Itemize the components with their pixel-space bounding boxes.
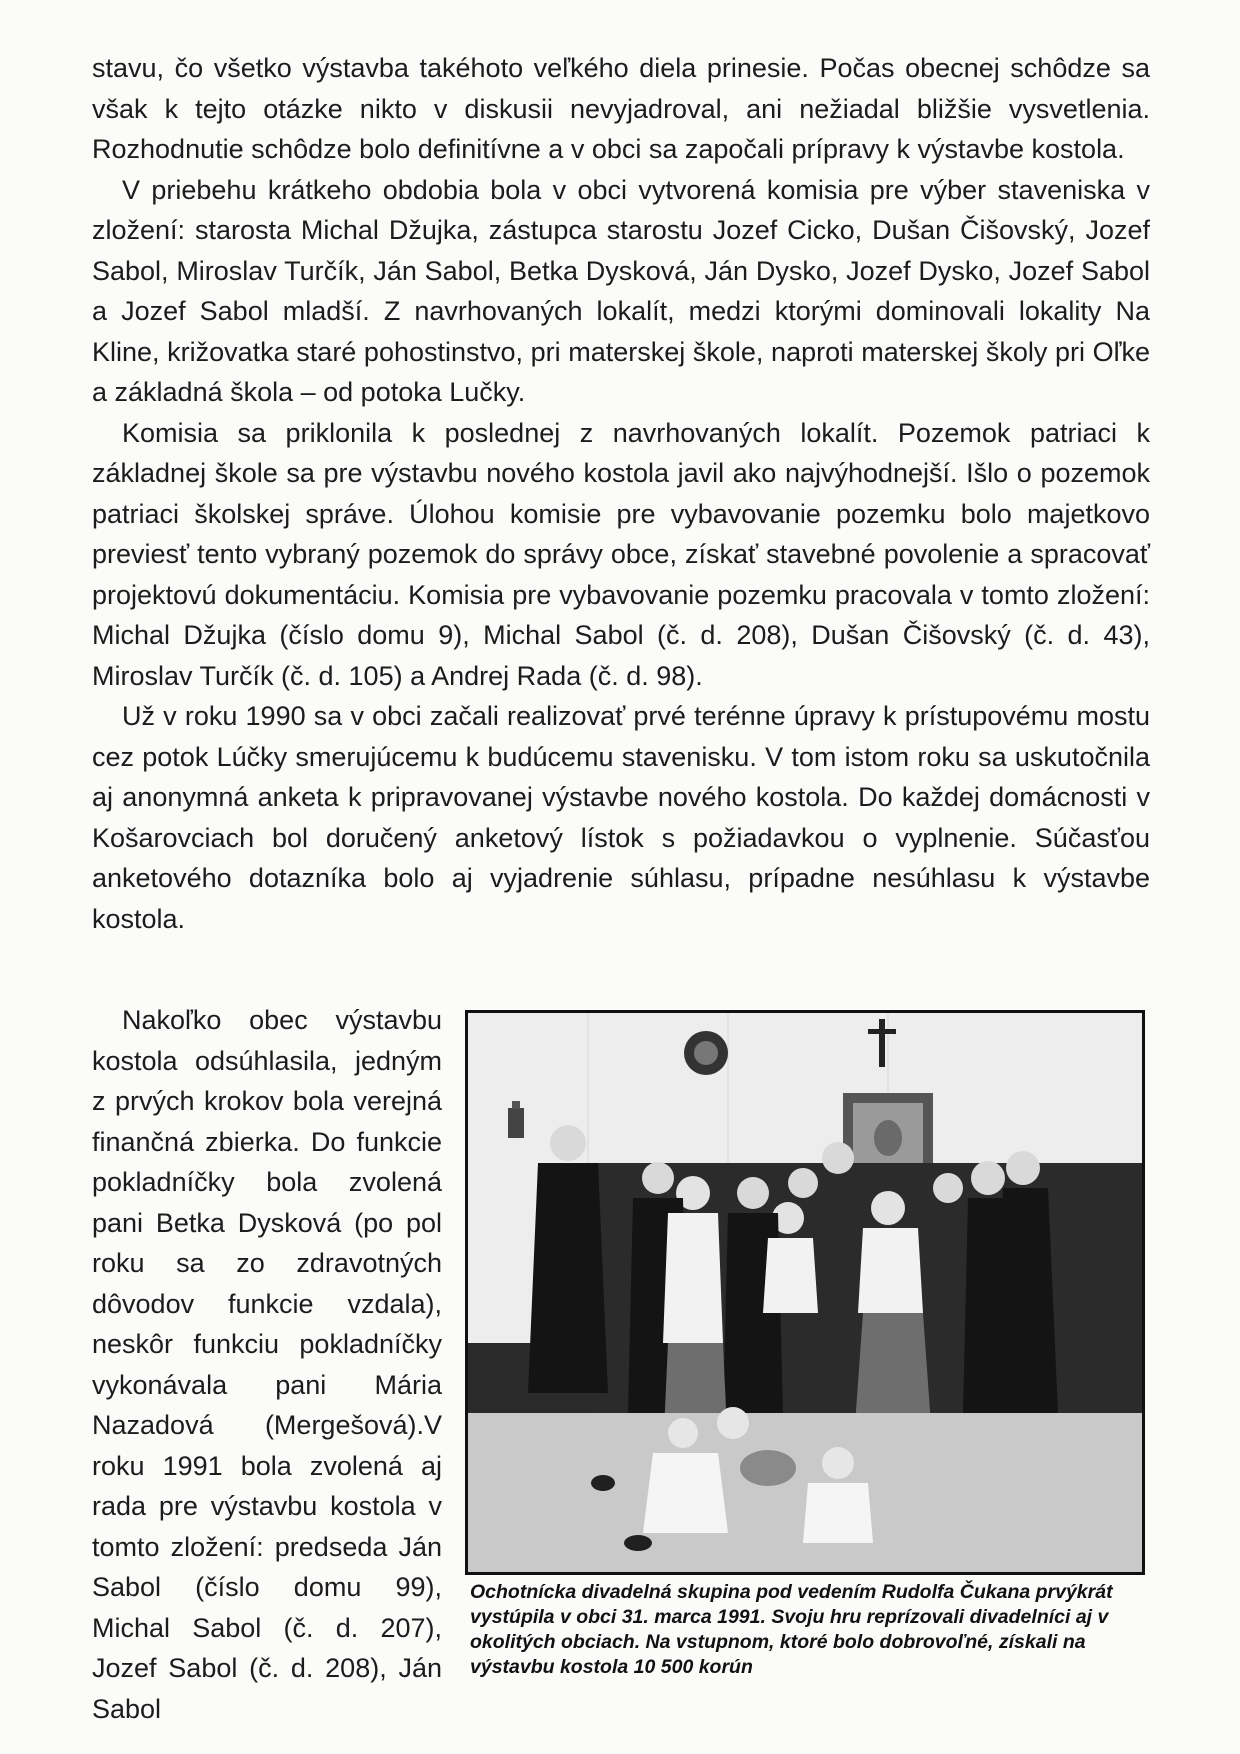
paragraph: stavu, čo všetko výstavba takéhoto veľkého diela prinesie. Počas obecnej schôdze sa však k tejto otázke nikto v diskusii nevyjadroval, ani nežiadal bližšie vysvetlenia. Rozhodnutie schôdze bolo definitívne a v obci sa započali prípravy k výstavbe kostola. [92,53,1150,164]
group-photo-illustration [468,1013,1142,1572]
paragraph: V priebehu krátkeho obdobia bola v obci vytvorená komisia pre výber staveniska v zložení: starosta Michal Džujka, zástupca starostu Jozef Cicko, Dušan Čišovský, Jozef Sabol, Miroslav Turčík, Ján Sabol, Betka Dysková, Ján Dysko, Jozef Dysko, Jozef Sabol a Jozef Sabol mladší. Z navrhovaných lokalít, medzi ktorými dominovali lokality Na Kline, križovatka staré pohostinstvo, pri materskej škole, naproti materskej školy pri Oľke a základná škola – od potoka Lučky. [92,174,1150,407]
paragraph: Komisia sa priklonila k poslednej z navrhovaných lokalít. Pozemok patriaci k základnej škole sa pre výstavbu nového kostola javil ako najvýhodnejší. Išlo o pozemok patriaci školskej správe. Úlohou komisie pre vybavovanie pozemku bolo majetkovo previesť tento vybraný pozemok do správy obce, získať stavebné povolenie a spracovať projektovú dokumentáciu. Komisia pre vybavovanie pozemku pracovala v tomto zložení: Michal Džujka (číslo domu 9), Michal Sabol (č. d. 208), Dušan Čišovský (č. d. 43), Miroslav Turčík (č. d. 105) a Andrej Rada (č. d. 98). [92,417,1150,691]
paragraph: Nakoľko obec výstavbu kostola odsúhlasila, jedným z prvých krokov bola verejná finančná zbierka. Do funkcie pokladníčky bola zvolená pani Betka Dysková (po pol roku sa zo zdravotných dôvodov funkcie vzdala), neskôr funkciu pokladníčky vykonávala pani Mária Nazadová (Mergešová).V roku 1991 bola zvolená aj rada pre výstavbu kostola v tomto zložení: predseda Ján Sabol (číslo domu 99), Michal Sabol (č. d. 207), Jozef Sabol (č. d. 208), Ján Sabol [92,1005,442,1724]
full-width-text [92,48,1150,939]
group-photo [465,1010,1145,1575]
photo-caption: Ochotnícka divadelná skupina pod vedením Rudolfa Čukana prvýkrát vystúpila v obci 31. marca 1991. Svoju hru reprízovali divadelníci aj v okolitých obciach. Na vstupnom, ktoré bolo dobrovoľné, získali na výstavbu kostola 10 500 korún [470,1581,1113,1678]
left-column-text [92,1000,442,1729]
paragraph: Už v roku 1990 sa v obci začali realizovať prvé terénne úpravy k prístupovému mostu cez potok Lúčky smerujúcemu k budúcemu stavenisku. V tom istom roku sa uskutočnila aj anonymná anketa k pripravovanej výstavbe nového kostola. Do každej domácnosti v Košarovciach bol doručený anketový lístok s požiadavkou o vyplnenie. Súčasťou anketového dotazníka bolo aj vyjadrenie súhlasu, prípadne nesúhlasu k výstavbe kostola. [92,701,1150,934]
